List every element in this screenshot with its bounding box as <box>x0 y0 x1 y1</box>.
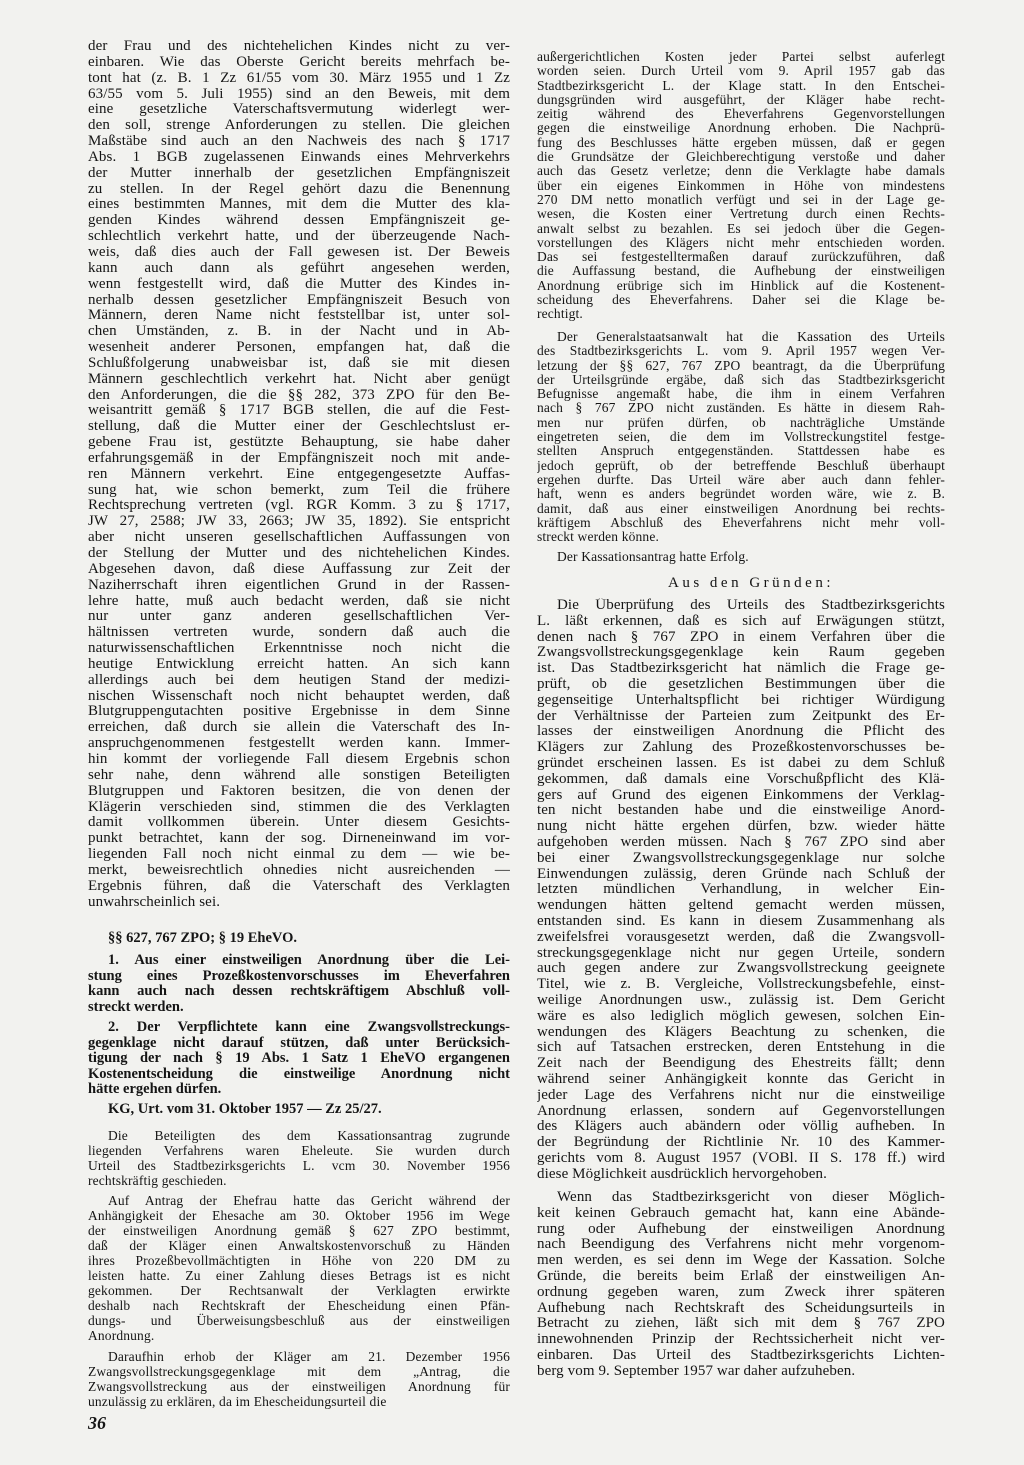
text-line: stellung, daß die Mutter einer der Geschlechtslust er- <box>88 419 510 435</box>
facts-paragraph-2 <box>88 1193 510 1343</box>
norms-heading <box>88 930 510 946</box>
text-line: hin kommt der vorliegende Fall diesem Ergebnis schon <box>88 751 510 767</box>
facts-paragraph-3 <box>88 1349 510 1409</box>
text-line: jedoch geprüft, ob der betreffende Beschluß überhaupt <box>537 458 945 473</box>
facts-paragraph-1 <box>88 1128 510 1188</box>
facts-continued-paragraph-1 <box>537 50 945 322</box>
text-line: men werden, es sei denn im Wege der Kassation. Solche <box>537 1253 945 1269</box>
text-line: Die Überprüfung des Urteils des Stadtbezirksgerichts <box>557 598 945 613</box>
text-line: hältnissen vertreten wurde, sondern daß auch die <box>88 625 510 641</box>
text-line: Wenn das Stadtbezirksgericht von dieser Möglich- <box>557 1190 945 1205</box>
text-line: streckungsgegenklage nicht nur gegen Urteile, sondern <box>537 945 945 961</box>
text-line: 2. Der Verpflichtete kann eine Zwangsvollstreckungs- <box>108 1020 510 1035</box>
text-line: Zwangsvollstreckungsgegenklage kein Raum gegeben <box>537 645 945 661</box>
text-line: der Begründung der Richtlinie Nr. 10 des Kammer- <box>537 1135 945 1151</box>
text-line: Kostenentscheidung die einstweilige Anordnung nicht <box>88 1066 510 1082</box>
text-line: Zwangsvollstreckung aus der einstweiligen Anordnung für <box>88 1379 510 1394</box>
text-line: Anordnung erübrige sich im Hinblick auf die Kostenent- <box>537 278 945 293</box>
text-line: Schlußfolgerung unabweisbar ist, daß sie mit diesen <box>88 355 510 371</box>
text-line: erfahrungsgemäß in der Empfängniszeit noch mit ande- <box>88 450 510 466</box>
text-line: Gründe, die bereits beim Erlaß der einstweiligen An- <box>537 1268 945 1284</box>
text-line: stellten Anspruch entgegenständen. Stattdessen habe es <box>537 444 945 459</box>
text-line: zu stellen. In der Regel gehört dazu die Benennung <box>88 181 510 197</box>
left-column <box>88 0 510 1465</box>
text-line: erreichen, daß durch sie allein die Vaterschaft des In- <box>88 720 510 736</box>
text-line: Der Kassationsantrag hatte Erfolg. <box>557 550 749 564</box>
text-line: Stadtbezirksgericht L. der Klage statt. In den Entschei- <box>537 78 945 93</box>
text-line: tont hat (z. B. 1 Zz 61/55 vom 30. März 1955 und 1 Zz <box>88 70 510 86</box>
text-line: schlechtlich verkehrt hatte, und der überzeugende Nach- <box>88 229 510 245</box>
text-line: ren Männern verkehrt. Eine entgegengesetzte Auffas- <box>88 466 510 482</box>
text-line: eines bestimmten Mannes, mit dem die Mutter des kla- <box>88 197 510 213</box>
text-line: Anhängigkeit der Ehesache am 30. Oktober 1956 im Wege <box>88 1208 510 1223</box>
text-line: kann auch nach dessen rechtskräftigem Abschluß voll- <box>88 984 510 1000</box>
text-line: weisantritt gemäß § 1717 BGB stellen, die auf die Fest- <box>88 403 510 419</box>
facts-continued-paragraph-3 <box>537 550 945 564</box>
text-line: ten nicht bestanden habe und die einstweilige Anord- <box>537 803 945 819</box>
text-line: rechtskräftig geschieden. <box>88 1173 227 1188</box>
text-line: L. läßt erkennen, daß es sich auf Erwägungen stützt, <box>537 613 945 629</box>
text-line: nerhalb dessen gesetzlicher Empfängniszeit Besuch von <box>88 292 510 308</box>
text-line: gegenseitige Unterhaltspflicht bei richtiger Würdigung <box>537 692 945 708</box>
text-line: einbaren. Wie das Oberste Gericht bereits mehrfach be- <box>88 54 510 70</box>
text-line: Einwendungen zulässig, deren Gründe nach Schluß der <box>537 866 945 882</box>
text-line: heutige Entwicklung erreicht hatten. An sich kann <box>88 656 510 672</box>
text-line: tigung der nach § 19 Abs. 1 Satz 1 EheVO ergangenen <box>88 1051 510 1067</box>
text-line: Zwangsvollstreckungsgegenklage mit dem „Antrag, die <box>88 1364 510 1379</box>
text-line: der Frau und des nichtehelichen Kindes nicht zu ver- <box>88 39 510 54</box>
text-line: scheidung des Eheverfahrens. Daher sei die Klage be- <box>537 293 945 308</box>
text-line: nach § 767 ZPO nicht zuständen. Es hätte in diesem Rah- <box>537 401 945 416</box>
right-column <box>537 0 945 1465</box>
text-line: Das sei festgestelltermaßen darauf zurückzuführen, daß <box>537 250 945 265</box>
facts-continued-paragraph-2 <box>537 330 945 544</box>
text-line: aber nicht unseren gesellschaftlichen Auffassungen von <box>88 530 510 546</box>
text-line: leisten hatte. Zu einer Zahlung dieses Betrags ist es nicht <box>88 1268 510 1283</box>
text-line: Urteil des Stadtbezirksgerichts L. vcm 30. November 1956 <box>88 1158 510 1173</box>
text-line: Die Beteiligten des dem Kassationsantrag zugrunde <box>108 1128 510 1143</box>
text-line: kann auch dann als geführt angesehen werden, <box>88 260 510 276</box>
text-line: unzulässig zu erklären, da im Ehescheidungsurteil die <box>88 1394 387 1409</box>
text-line: wesenheit anderer Personen, empfangen hat, daß die <box>88 340 510 356</box>
text-line: wesen, die Kosten einer Vertretung durch einen Rechts- <box>537 207 945 222</box>
text-line: der Stellung der Mutter und des nichtehelichen Kindes. <box>88 546 510 561</box>
text-line: kräftigem Abschluß des Eheverfahrens nicht mehr voll- <box>537 515 945 530</box>
text-line: den soll, strenge Anforderungen zu stellen. Die gleichen <box>88 118 510 134</box>
text-line: dungsgründen wird ausgeführt, der Kläger habe recht- <box>537 92 945 107</box>
text-line: wenn festgestellt wird, daß die Mutter des Kindes in- <box>88 276 510 292</box>
text-line: streckt werden könne. <box>537 530 659 545</box>
text-line: Der Generalstaatsanwalt hat die Kassation des Urteils <box>557 330 945 344</box>
text-line: prüft, ob die gesetzlichen Bestimmungen über die <box>537 676 945 692</box>
text-line: merkt, beweisrechtlich ohnedies nicht ausreichenden — <box>88 862 510 878</box>
text-line: Blutgruppengutachten positive Ergebnisse in dem Sinne <box>88 704 510 720</box>
text-line: unwahrscheinlich sei. <box>88 894 221 910</box>
text-line: rechtigt. <box>537 307 583 322</box>
text-line: nach Beendigung des Verfahrens nicht mehr vorgenom- <box>537 1237 945 1253</box>
text-line: wendungen hätten geltend gemacht werden müssen, <box>537 898 945 914</box>
norms-text: §§ 627, 767 ZPO; § 19 EheVO. <box>108 930 298 946</box>
text-line: Abgesehen davon, daß diese Auffassung zur Zeit der <box>88 561 510 577</box>
text-line: jeder Lage des Verfahrens nicht nur die einstweilige <box>537 1087 945 1103</box>
text-line: naturwissenschaftlichen Erkenntnisse noch nicht die <box>88 641 510 657</box>
text-line: liegenden Fall noch nicht einmal zu dem — wie be- <box>88 847 510 863</box>
text-line: ihres Prozeßbevollmächtigten in Höhe von 220 DM zu <box>88 1253 510 1268</box>
text-line: des Stadtbezirksgerichts L. vom 9. April 1957 wegen Ver- <box>537 344 945 359</box>
text-line: vorstellungen des Klägers nicht mehr entschieden worden. <box>537 235 945 250</box>
citation-text: KG, Urt. vom 31. Oktober 1957 — Zz 25/27. <box>108 1101 382 1117</box>
text-line: auch gegen andere zur Zwangsvollstreckung geeignete <box>537 961 945 977</box>
text-line: entstanden sind. Es kann in diesem Zusammenhang als <box>537 913 945 929</box>
text-line: den Anforderungen, die die §§ 282, 373 ZPO für den Be- <box>88 387 510 403</box>
text-line: stung eines Prozeßkostenvorschusses im Eheverfahren <box>88 968 510 984</box>
reasons-heading: Aus den Gründen: <box>668 575 834 591</box>
text-line: daß der Kläger einen Anwaltskostenvorschuß zu Händen <box>88 1238 510 1253</box>
text-line: Betracht zu ziehen, läßt sich mit dem § 767 ZPO <box>537 1316 945 1332</box>
text-line: die Auffassung bestand, die Aufhebung der einstweiligen <box>537 264 945 279</box>
text-line: letzung der §§ 627, 767 ZPO beantragt, da die Überprüfung <box>537 358 945 373</box>
text-line: während seiner Anhängigkeit konnte das Gericht in <box>537 1071 945 1087</box>
text-line: zweifelsfrei vorausgesetzt werden, daß die Zwangsvoll- <box>537 929 945 945</box>
text-line: gekommen, daß damals eine Vorschußpflicht des Klä- <box>537 771 945 787</box>
text-line: punkt betrachtet, kann der sog. Dirneneinwand im vor- <box>88 831 510 847</box>
text-line: eingetreten seien, die dem im Vollstreckungstitel festge- <box>537 430 945 445</box>
text-line: liegenden Verfahrens waren Eheleute. Sie wurden durch <box>88 1143 510 1158</box>
text-line: sich auf Tatsachen erstrecken, deren Entstehung in die <box>537 1040 945 1056</box>
text-line: diese Möglichkeit ausdrücklich hervorgehoben. <box>537 1166 827 1182</box>
text-line: Aufhebung nach Rechtskraft des Scheidungsurteils in <box>537 1300 945 1316</box>
reasons-paragraph-2 <box>537 1190 945 1380</box>
text-line: nischen Wissenschaft noch nicht behauptet werden, daß <box>88 688 510 704</box>
text-line: über ein eigenes Einkommen in Höhe von mindestens <box>537 178 945 193</box>
text-line: Klägers zur Zahlung des Prozeßkostenvorschusses be- <box>537 740 945 756</box>
text-line: der Mutter innerhalb der gesetzlichen Empfängniszeit <box>88 165 510 181</box>
text-line: eine gesetzliche Vaterschaftsvermutung widerlegt wer- <box>88 102 510 118</box>
text-line: lehre hatte, muß auch bedacht werden, daß sie nicht <box>88 593 510 609</box>
text-line: sung hat, wie schon bemerkt, zum Teil die frühere <box>88 482 510 498</box>
text-line: wäre es also lediglich möglich gewesen, solchen Ein- <box>537 1008 945 1024</box>
text-line: nung nicht hätte ergehen dürfen, bzw. wieder hätte <box>537 819 945 835</box>
text-line: Abs. 1 BGB zugelassenen Einwands eines Mehrverkehrs <box>88 149 510 165</box>
text-line: men nur prüfen dürfen, ob nachträgliche Umstände <box>537 415 945 430</box>
text-line: rung oder Aufhebung der einstweiligen Anordnung <box>537 1221 945 1237</box>
text-line: gebene Frau ist, gestützte Behauptung, sie habe daher <box>88 435 510 451</box>
text-line: bei einer Zwangsvollstreckungsgegenklage nur solche <box>537 850 945 866</box>
text-line: deshalb nach Rechtskraft der Ehescheidung einen Pfän- <box>88 1298 510 1313</box>
reasons-paragraph-1 <box>537 598 945 1182</box>
text-line: zeitig während des Eheverfahrens Gegenvorstellungen <box>537 107 945 122</box>
text-line: der Urteilsgründe ergäbe, daß sich das Stadtbezirksgericht <box>537 372 945 387</box>
text-line: gründet erscheinen lassen. Es ist dabei zu dem Schluß <box>537 755 945 771</box>
text-line: hätte ergehen dürfen. <box>88 1082 222 1098</box>
text-line: der einstweiligen Anordnung gemäß § 627 ZPO bestimmt, <box>88 1223 510 1238</box>
text-line: weilige Anordnungen usw., zulässig ist. Dem Gericht <box>537 992 945 1008</box>
text-line: letzten mündlichen Verhandlung, in welcher Ein- <box>537 882 945 898</box>
text-line: 63/55 vom 5. Juli 1955) sind an den Beweis, mit dem <box>88 86 510 102</box>
text-line: Titel, wie z. B. Vergleiche, Vollstreckungsbefehle, einst- <box>537 977 945 993</box>
text-line: lasses der einstweiligen Anordnung die Pflicht des <box>537 724 945 740</box>
text-line: fung des Beschlusses hätte ergeben müssen, daß er gegen <box>537 135 945 150</box>
text-line: Blutgruppen und Faktoren besitzen, die von denen der <box>88 783 510 799</box>
text-line: keit keinen Gebrauch gemacht hat, kann eine Abände- <box>537 1205 945 1221</box>
text-line: allerdings auch bei dem heutigen Stand der medizi- <box>88 672 510 688</box>
continuation-paragraph <box>88 39 510 910</box>
text-line: JW 27, 2588; JW 33, 2663; JW 35, 1892). Sie entspricht <box>88 514 510 530</box>
text-line: gekommen. Der Rechtsanwalt der Verklagten erwirkte <box>88 1283 510 1298</box>
text-line: Auf Antrag der Ehefrau hatte das Gericht während der <box>108 1193 510 1208</box>
text-line: aufgehoben werden müssen. Nach § 767 ZPO sind aber <box>537 834 945 850</box>
text-line: gers auf Grund des eigenen Einkommens der Verklag- <box>537 787 945 803</box>
text-line: einbaren. Das Urteil des Stadtbezirksgerichts Lichten- <box>537 1347 945 1363</box>
text-line: Männern geschlechtlich verkehrt hat. Nicht aber genügt <box>88 371 510 387</box>
text-line: gegen die einstweilige Anordnung erhoben. Die Nachprü- <box>537 121 945 136</box>
text-line: weis, daß dies auch der Fall gewesen ist. Der Beweis <box>88 244 510 260</box>
text-line: des Klägers auch abändern oder völlig aufheben. In <box>537 1119 945 1135</box>
text-line: streckt werden. <box>88 999 184 1015</box>
text-line: worden seien. Durch Urteil vom 9. April 1957 gab das <box>537 64 945 79</box>
text-line: 1. Aus einer einstweiligen Anordnung über die Lei- <box>108 953 510 968</box>
text-line: dungs- und Überweisungsbeschluß aus der einstweiligen <box>88 1313 510 1328</box>
text-line: chen Umständen, z. B. in der Nacht und in Ab- <box>88 324 510 340</box>
text-line: anwalt selbst zu bezahlen. Es sei jedoch über die Gegen- <box>537 221 945 236</box>
text-line: ist. Das Stadtbezirksgericht hat nämlich die Frage ge- <box>537 661 945 677</box>
text-line: der Verhältnisse der Parteien zum Zeitpunkt des Er- <box>537 708 945 724</box>
text-line: Rechtsprechung vertreten (vgl. RGR Komm. 3 zu § 1717, <box>88 498 510 514</box>
text-line: denen nach § 767 ZPO in einem Verfahren über die <box>537 629 945 645</box>
text-line: Zeit nach der Beendigung des Ehestreits fällt; denn <box>537 1056 945 1072</box>
headnote-2 <box>88 1020 510 1098</box>
text-line: die Grundsätze der Gleichberechtigung verstoße und daher <box>537 150 945 165</box>
text-line: gerichts vom 8. August 1957 (VOBl. II S. 178 ff.) wird <box>537 1150 945 1166</box>
text-line: genden Kindes während dessen Empfängniszeit ge- <box>88 213 510 229</box>
text-line: anspruchgenommenen festgestellt werden kann. Immer- <box>88 736 510 752</box>
text-line: Anordnung. <box>88 1328 155 1343</box>
text-line: Klägerin verschieden sind, stimmen die des Verklagten <box>88 799 510 815</box>
text-line: sehr nahe, denn während alle sonstigen Beteiligten <box>88 767 510 783</box>
text-line: außergerichtlichen Kosten jeder Partei selbst auferlegt <box>537 50 945 64</box>
text-line: Maßstäbe sind auch an den Nachweis des nach § 1717 <box>88 134 510 150</box>
text-line: nur unter ganz anderen gesellschaftlichen Ver- <box>88 609 510 625</box>
text-line: Befugnisse angemaßt habe, die ihm in einem Verfahren <box>537 387 945 402</box>
text-line: innewohnenden Prinzip der Rechtssicherheit nicht ver- <box>537 1332 945 1348</box>
text-line: haft, wenn es anders begründet worden wäre, wie z. B. <box>537 487 945 502</box>
text-line: Männern, deren Name nicht feststellbar ist, unter sol- <box>88 308 510 324</box>
text-line: berg vom 9. September 1957 war daher aufzuheben. <box>537 1363 856 1379</box>
text-line: ordnung gegeben waren, zum Zweck ihrer späteren <box>537 1284 945 1300</box>
text-line: Ergebnis führen, daß die Vaterschaft des Verklagten <box>88 878 510 894</box>
text-line: ergehen durfte. Das Urteil wäre aber auch dann fehler- <box>537 472 945 487</box>
text-line: damit, daß aus einer einstweiligen Anordnung bei rechts- <box>537 501 945 516</box>
text-line: auch das Gesetz verletze; denn die Verklagte habe damals <box>537 164 945 179</box>
case-citation <box>88 1101 510 1117</box>
text-line: 270 DM netto monatlich verfügt und sei in der Lage ge- <box>537 192 945 207</box>
page-number: 36 <box>88 1413 106 1433</box>
text-line: Daraufhin erhob der Kläger am 21. Dezember 1956 <box>108 1349 510 1364</box>
text-line: damit vollkommen überein. Unter diesem Gesichts- <box>88 815 510 831</box>
headnote-1 <box>88 953 510 1015</box>
text-line: Anordnung erlassen, sondern auf Gegenvorstellungen <box>537 1103 945 1119</box>
text-line: wendungen des Klägers Beachtung zu schenken, die <box>537 1024 945 1040</box>
text-line: Naziherrschaft ihren eigentlichen Grund in der Rassen- <box>88 577 510 593</box>
text-line: gegenklage nicht darauf stützen, daß unter Berücksich- <box>88 1035 510 1051</box>
